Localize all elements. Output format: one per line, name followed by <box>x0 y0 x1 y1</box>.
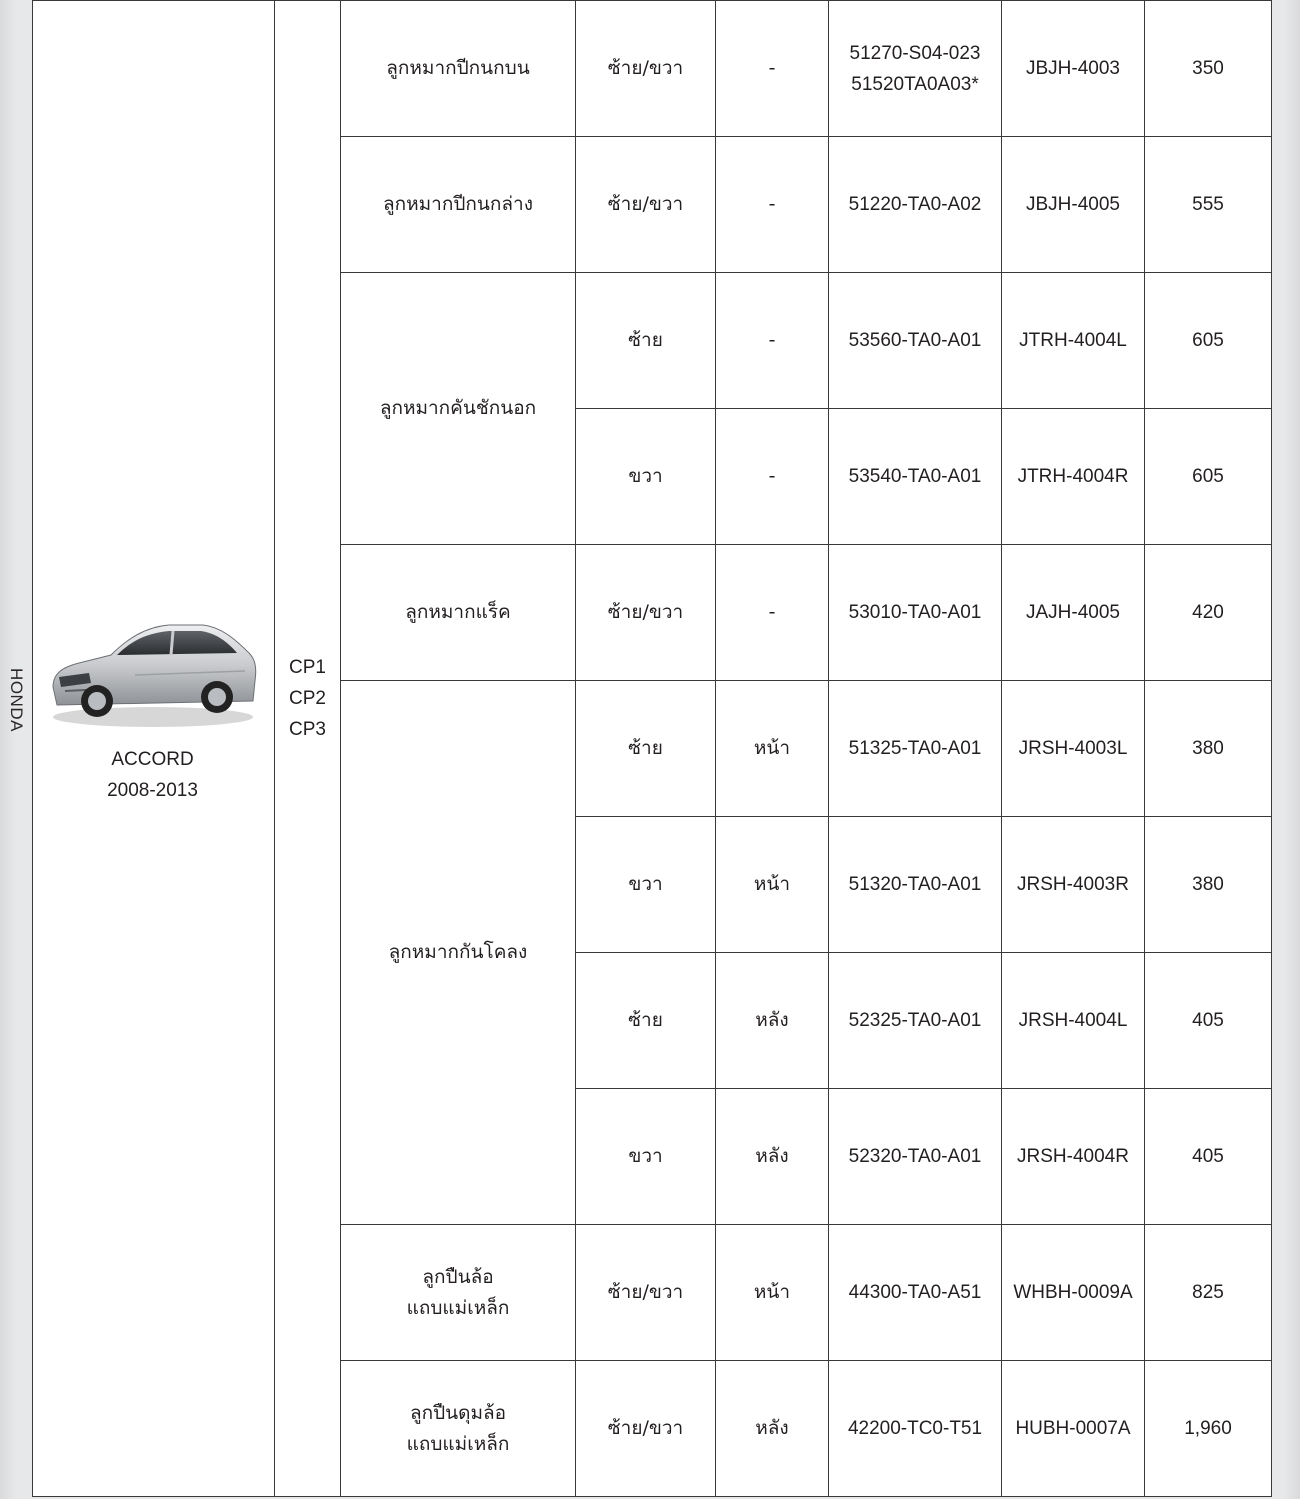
price-cell: 405 <box>1145 1089 1272 1225</box>
car-image <box>45 589 260 739</box>
brand-side-tab <box>4 660 28 740</box>
part-code-cell: JRSH-4003L <box>1002 681 1145 817</box>
oem-number-cell <box>829 545 1002 681</box>
position-cell: - <box>716 1 829 137</box>
position-cell: หลัง <box>716 1361 829 1497</box>
oem-number: 53540-TA0-A01 <box>848 466 982 487</box>
side-cell: ซ้าย/ขวา <box>576 1 716 137</box>
side-cell: ขวา <box>576 817 716 953</box>
side-cell: ซ้าย/ขวา <box>576 545 716 681</box>
model-years: 2008-2013 <box>107 780 198 801</box>
oem-number: 51270-S04-023 <box>849 42 981 64</box>
part-code-cell: HUBH-0007A <box>1002 1361 1145 1497</box>
part-code-cell: JRSH-4003R <box>1002 817 1145 953</box>
price-cell: 380 <box>1145 817 1272 953</box>
part-name: ลูกหมากกันโคลง <box>341 681 576 1225</box>
position-cell: หลัง <box>716 1089 829 1225</box>
position-cell: - <box>716 409 829 545</box>
oem-number-cell <box>829 137 1002 273</box>
oem-number-cell <box>829 817 1002 953</box>
side-cell: ซ้าย <box>576 681 716 817</box>
position-cell: - <box>716 273 829 409</box>
oem-number: 52320-TA0-A01 <box>848 1146 982 1167</box>
part-name: ลูกปืนดุมล้อ แถบแม่เหล็ก <box>341 1361 576 1497</box>
part-code-cell: WHBH-0009A <box>1002 1225 1145 1361</box>
vehicle-cell <box>33 1 275 1497</box>
position-cell: - <box>716 137 829 273</box>
oem-number-cell <box>829 273 1002 409</box>
parts-table-body <box>33 1 1272 1497</box>
oem-number-cell <box>829 1089 1002 1225</box>
parts-table <box>32 0 1272 1497</box>
side-cell: ขวา <box>576 409 716 545</box>
chassis-code: CP1 <box>289 657 326 678</box>
price-cell: 555 <box>1145 137 1272 273</box>
part-name: ลูกหมากแร็ค <box>341 545 576 681</box>
oem-number-cell <box>829 681 1002 817</box>
oem-number: 52325-TA0-A01 <box>848 1010 982 1031</box>
part-name: ลูกหมากปีกนกบน <box>341 1 576 137</box>
price-cell: 350 <box>1145 1 1272 137</box>
oem-number-cell <box>829 409 1002 545</box>
oem-number-cell <box>829 1361 1002 1497</box>
price-cell: 825 <box>1145 1225 1272 1361</box>
chassis-code-cell <box>275 1 341 1497</box>
oem-number: 51520TA0A03* <box>851 73 979 95</box>
part-name: ลูกหมากปีกนกล่าง <box>341 137 576 273</box>
position-cell: หลัง <box>716 953 829 1089</box>
oem-number: 51220-TA0-A02 <box>848 194 982 215</box>
part-name: ลูกปืนล้อ แถบแม่เหล็ก <box>341 1225 576 1361</box>
part-code-cell: JRSH-4004L <box>1002 953 1145 1089</box>
position-cell: หน้า <box>716 817 829 953</box>
part-code-cell: JTRH-4004R <box>1002 409 1145 545</box>
price-cell: 380 <box>1145 681 1272 817</box>
part-code-cell: JRSH-4004R <box>1002 1089 1145 1225</box>
oem-number: 53560-TA0-A01 <box>848 330 982 351</box>
oem-number: 51320-TA0-A01 <box>848 874 982 895</box>
position-cell: - <box>716 545 829 681</box>
side-cell: ซ้าย <box>576 953 716 1089</box>
table-row <box>33 1 1272 137</box>
part-code-cell: JBJH-4003 <box>1002 1 1145 137</box>
brand-label: HONDA <box>7 668 26 732</box>
part-code-cell: JTRH-4004L <box>1002 273 1145 409</box>
part-code-cell: JAJH-4005 <box>1002 545 1145 681</box>
side-cell: ซ้าย/ขวา <box>576 137 716 273</box>
price-cell: 605 <box>1145 273 1272 409</box>
price-cell: 405 <box>1145 953 1272 1089</box>
position-cell: หน้า <box>716 681 829 817</box>
part-name: ลูกหมากคันชักนอก <box>341 273 576 545</box>
side-cell: ซ้าย <box>576 273 716 409</box>
price-cell: 605 <box>1145 409 1272 545</box>
oem-number-cell <box>829 1 1002 137</box>
chassis-code: CP3 <box>289 719 326 740</box>
oem-number: 53010-TA0-A01 <box>848 602 982 623</box>
side-cell: ซ้าย/ขวา <box>576 1361 716 1497</box>
chassis-code: CP2 <box>289 688 326 709</box>
oem-number: 42200-TC0-T51 <box>847 1418 983 1439</box>
oem-number: 51325-TA0-A01 <box>848 738 982 759</box>
oem-number-cell <box>829 953 1002 1089</box>
side-cell: ซ้าย/ขวา <box>576 1225 716 1361</box>
part-code-cell: JBJH-4005 <box>1002 137 1145 273</box>
position-cell: หน้า <box>716 1225 829 1361</box>
vehicle-info <box>45 589 260 806</box>
oem-number: 44300-TA0-A51 <box>848 1282 982 1303</box>
chassis-code-list <box>275 652 340 745</box>
price-cell: 1,960 <box>1145 1361 1272 1497</box>
price-cell: 420 <box>1145 545 1272 681</box>
oem-number-cell <box>829 1225 1002 1361</box>
model-name: ACCORD <box>111 749 194 770</box>
side-cell: ขวา <box>576 1089 716 1225</box>
